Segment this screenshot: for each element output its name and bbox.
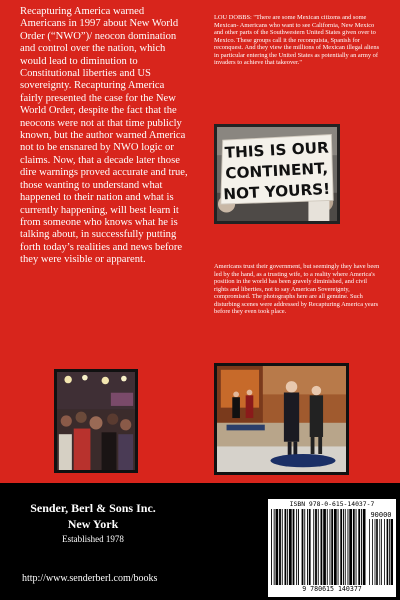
crowd-image: [57, 372, 135, 470]
publisher-bar: [0, 483, 400, 600]
sign-line-1: THIS IS OUR: [224, 138, 330, 162]
sign-line-2: CONTINENT,: [224, 159, 329, 183]
signing-ceremony-image: [217, 366, 346, 472]
publisher-block: [24, 501, 162, 546]
signing-ceremony-photo: [214, 363, 349, 475]
sign-line-3: NOT YOURS!: [222, 179, 331, 204]
publisher-url[interactable]: http://www.senderberl.com/books: [22, 573, 158, 584]
ean-digits: 9 780615 140377: [302, 585, 362, 593]
price-code: 90000: [370, 511, 392, 519]
protest-sign-photo: [214, 124, 340, 224]
isbn-barcode: [268, 499, 396, 597]
isbn-label: ISBN 978-0-615-14037-7: [289, 500, 375, 508]
barcode-bars: [271, 509, 393, 585]
publisher-city: New York: [67, 517, 119, 531]
publisher-name: Sender, Berl & Sons Inc.: [30, 501, 156, 515]
protest-sign-image: [217, 127, 337, 221]
description-paragraph: Recapturing America warned Americans in 1997 about New World Order (“NWO”)/ neocon domination and control over the nation, which would lead to diminution to Constitutional liberties and US sovereignty. Recapturing America fairly presented the case for the New World Order, despite the fact that the neocons were not at that time publicly known, but the author warned America not to be ensnared by NWO logic or claims. Now, that a decade later those dire warnings proved accurate and true, those wanting to understand what happened to their nation and what is currently happening, will best learn it from someone who knows what he is talking about, in successfully putting forth today’s realities and news before they were visible or apparent.: [20, 6, 188, 266]
lou-dobbs-quote: LOU DOBBS: "There are some Mexican citizens and some Mexican- Americans who want to see California, New Mexico and other parts of the Southwestern United States given over to Mexico. These groups call it the reconquista, Spanish for reconquest. And they view the millions of Mexican illegal aliens in particular entering the United States as potentially an army of invaders to achieve that takeover.": [214, 14, 380, 66]
publisher-established: Established 1978: [62, 534, 124, 544]
trust-paragraph: Americans trust their government, but seemingly they have been led by the hand, as a trusting wife, to a reality where America's position in the world has been gravely diminished, and civil rights and liberties, not to say American Sovereignty, compromised. The photographs here are all genuine. Such disturbing scenes were addressed by Recapturing America years before they even took place.: [214, 263, 380, 315]
crowd-photo: [54, 369, 138, 473]
